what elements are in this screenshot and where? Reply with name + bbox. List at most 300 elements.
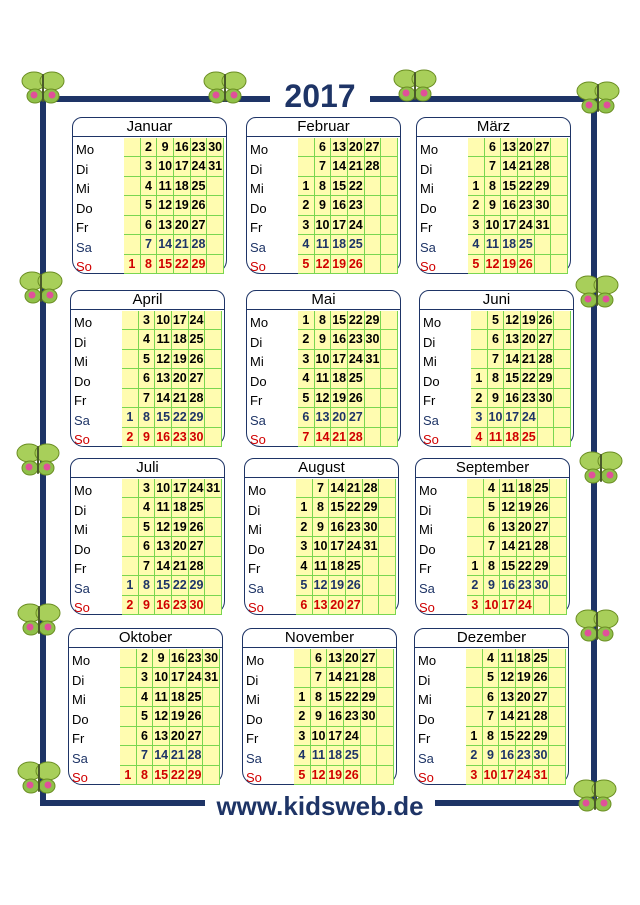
- date-cell: 4: [296, 557, 313, 576]
- date-cell: 9: [315, 330, 332, 349]
- date-cell: 17: [170, 668, 187, 687]
- date-cell: 5: [298, 255, 315, 274]
- date-cell: 10: [315, 216, 332, 235]
- date-cell: 2: [471, 389, 488, 408]
- date-cell: [467, 518, 484, 537]
- date-cell: 5: [139, 518, 156, 537]
- date-cell: [120, 746, 137, 765]
- date-cell: 12: [311, 766, 328, 785]
- date-cell: [203, 766, 220, 785]
- date-cell: 28: [534, 537, 551, 556]
- date-cell: 21: [518, 157, 535, 176]
- date-cell: 6: [139, 369, 156, 388]
- date-cell: 22: [348, 311, 365, 330]
- date-cell: [120, 707, 137, 726]
- date-cell: 22: [346, 498, 363, 517]
- date-cell: 15: [155, 576, 172, 595]
- month-name: Januar: [73, 118, 226, 137]
- date-cell: 24: [518, 216, 535, 235]
- date-cell: [550, 498, 567, 517]
- date-cell: [298, 157, 315, 176]
- date-cell: [535, 255, 552, 274]
- date-cell: [554, 408, 571, 427]
- date-cell: 6: [485, 138, 502, 157]
- date-cell: 15: [157, 255, 174, 274]
- date-cell: 25: [346, 557, 363, 576]
- date-cell: 24: [344, 727, 361, 746]
- weekday-label: Fr: [74, 393, 87, 408]
- date-cell: [365, 428, 382, 447]
- date-cell: [538, 428, 555, 447]
- date-cell: 5: [484, 498, 501, 517]
- butterfly-icon: [15, 440, 61, 480]
- date-cell: 25: [533, 649, 550, 668]
- date-cell: [122, 479, 139, 498]
- date-cell: 16: [155, 428, 172, 447]
- month-juli: [70, 458, 225, 615]
- date-cell: 2: [141, 138, 158, 157]
- date-cell: 8: [139, 576, 156, 595]
- date-cell: 27: [189, 369, 206, 388]
- date-cell: [549, 649, 566, 668]
- date-cell: 1: [466, 727, 483, 746]
- date-cell: 3: [468, 216, 485, 235]
- date-grid: [122, 479, 222, 615]
- weekday-labels: [250, 140, 298, 277]
- weekday-label: Mo: [420, 142, 439, 157]
- weekday-label: Do: [250, 200, 267, 216]
- date-cell: 22: [521, 369, 538, 388]
- date-cell: 31: [205, 479, 222, 498]
- weekday-labels: [423, 313, 471, 450]
- date-cell: [551, 235, 568, 254]
- weekday-label: Do: [76, 200, 93, 216]
- date-cell: 7: [139, 389, 156, 408]
- date-cell: 14: [153, 746, 170, 765]
- date-cell: 6: [488, 330, 505, 349]
- butterfly-icon: [574, 606, 620, 646]
- month-name: April: [71, 291, 224, 310]
- weekday-label: Di: [418, 672, 431, 688]
- date-cell: 1: [122, 576, 139, 595]
- date-cell: 16: [327, 707, 344, 726]
- date-cell: 1: [122, 408, 139, 427]
- date-cell: [120, 688, 137, 707]
- date-cell: 2: [296, 518, 313, 537]
- date-cell: 28: [533, 707, 550, 726]
- weekday-label: So: [248, 600, 264, 615]
- date-cell: 17: [172, 311, 189, 330]
- date-cell: [381, 216, 398, 235]
- date-cell: [205, 408, 222, 427]
- date-cell: 23: [517, 576, 534, 595]
- date-cell: 3: [294, 727, 311, 746]
- date-cell: 4: [298, 369, 315, 388]
- weekday-label: Mi: [76, 181, 90, 196]
- weekday-label: Di: [419, 502, 432, 518]
- date-cell: 17: [174, 157, 191, 176]
- date-cell: 16: [331, 196, 348, 215]
- date-cell: 2: [122, 428, 139, 447]
- date-cell: 3: [139, 479, 156, 498]
- date-cell: 29: [189, 576, 206, 595]
- date-cell: 6: [484, 518, 501, 537]
- date-grid: [468, 138, 568, 274]
- date-cell: 23: [187, 649, 204, 668]
- date-cell: 15: [331, 311, 348, 330]
- date-cell: 3: [466, 766, 483, 785]
- date-cell: 19: [174, 196, 191, 215]
- date-cell: 2: [137, 649, 154, 668]
- date-cell: 26: [534, 498, 551, 517]
- date-cell: 16: [504, 389, 521, 408]
- date-cell: 10: [484, 596, 501, 615]
- date-cell: 25: [189, 498, 206, 517]
- date-cell: [203, 707, 220, 726]
- date-cell: [551, 157, 568, 176]
- date-cell: 6: [311, 649, 328, 668]
- weekday-label: Sa: [250, 239, 266, 255]
- date-cell: [535, 235, 552, 254]
- weekday-label: So: [250, 432, 266, 447]
- date-cell: 19: [172, 518, 189, 537]
- weekday-label: Mi: [423, 354, 437, 369]
- date-cell: 26: [346, 576, 363, 595]
- date-cell: 9: [488, 389, 505, 408]
- date-cell: [554, 428, 571, 447]
- date-cell: [549, 707, 566, 726]
- date-grid: [296, 479, 396, 615]
- date-cell: 21: [348, 157, 365, 176]
- weekday-labels: [248, 481, 296, 618]
- butterfly-icon: [572, 776, 618, 816]
- date-cell: 20: [517, 518, 534, 537]
- date-cell: 24: [521, 408, 538, 427]
- month-märz: [416, 117, 571, 274]
- date-cell: 28: [361, 668, 378, 687]
- month-name: November: [243, 629, 396, 648]
- date-cell: [377, 668, 394, 687]
- date-cell: 1: [120, 766, 137, 785]
- date-cell: 21: [172, 389, 189, 408]
- date-cell: 14: [155, 389, 172, 408]
- date-cell: [550, 557, 567, 576]
- date-cell: 18: [501, 235, 518, 254]
- date-cell: 21: [521, 350, 538, 369]
- date-cell: 29: [187, 766, 204, 785]
- date-cell: [124, 177, 141, 196]
- weekday-label: Fr: [419, 561, 432, 576]
- weekday-label: Sa: [420, 239, 436, 255]
- date-cell: [467, 479, 484, 498]
- date-cell: 15: [501, 177, 518, 196]
- date-cell: 23: [172, 596, 189, 615]
- date-cell: [122, 518, 139, 537]
- weekday-label: Do: [418, 711, 435, 727]
- date-cell: [203, 727, 220, 746]
- date-cell: [381, 255, 398, 274]
- date-cell: 9: [139, 428, 156, 447]
- date-cell: 25: [521, 428, 538, 447]
- date-cell: 16: [329, 518, 346, 537]
- date-cell: [538, 408, 555, 427]
- weekday-labels: [419, 481, 467, 618]
- date-cell: [124, 157, 141, 176]
- date-cell: 13: [155, 369, 172, 388]
- date-cell: 21: [517, 537, 534, 556]
- date-cell: 12: [315, 255, 332, 274]
- date-cell: 11: [500, 479, 517, 498]
- date-cell: 6: [296, 596, 313, 615]
- weekday-label: Do: [250, 373, 267, 389]
- date-cell: [551, 255, 568, 274]
- date-cell: 14: [157, 235, 174, 254]
- date-cell: 22: [172, 408, 189, 427]
- date-cell: [551, 216, 568, 235]
- date-cell: [294, 649, 311, 668]
- date-cell: 29: [538, 369, 555, 388]
- date-cell: 16: [170, 649, 187, 668]
- date-cell: 19: [516, 668, 533, 687]
- date-cell: 9: [157, 138, 174, 157]
- date-cell: 5: [294, 766, 311, 785]
- month-name: September: [416, 459, 569, 478]
- weekday-label: So: [420, 259, 436, 274]
- weekday-label: Mi: [250, 354, 264, 369]
- date-cell: [122, 389, 139, 408]
- date-cell: [550, 479, 567, 498]
- date-cell: 29: [533, 727, 550, 746]
- date-cell: 24: [189, 479, 206, 498]
- date-cell: [122, 498, 139, 517]
- date-cell: [298, 138, 315, 157]
- date-cell: 22: [172, 576, 189, 595]
- month-name: März: [417, 118, 570, 137]
- date-cell: [549, 727, 566, 746]
- date-cell: 17: [500, 596, 517, 615]
- date-cell: [207, 235, 224, 254]
- website-footer[interactable]: www.kidsweb.de: [205, 788, 435, 824]
- date-cell: 5: [296, 576, 313, 595]
- date-cell: [377, 727, 394, 746]
- date-cell: 10: [153, 668, 170, 687]
- weekday-label: So: [76, 259, 92, 274]
- date-cell: 13: [500, 518, 517, 537]
- date-cell: 5: [298, 389, 315, 408]
- date-cell: 17: [329, 537, 346, 556]
- date-cell: 30: [365, 330, 382, 349]
- date-cell: 14: [329, 479, 346, 498]
- date-cell: 19: [331, 389, 348, 408]
- date-cell: 27: [538, 330, 555, 349]
- date-cell: [549, 688, 566, 707]
- weekday-label: Mo: [423, 315, 442, 330]
- date-cell: 20: [344, 649, 361, 668]
- date-cell: 23: [518, 196, 535, 215]
- weekday-label: Mo: [74, 483, 93, 498]
- date-cell: 8: [315, 311, 332, 330]
- weekday-label: Do: [74, 541, 91, 557]
- weekday-label: Fr: [248, 561, 261, 576]
- date-cell: 27: [346, 596, 363, 615]
- date-cell: 28: [189, 557, 206, 576]
- date-cell: 26: [538, 311, 555, 330]
- date-cell: 19: [170, 707, 187, 726]
- date-cell: 21: [331, 428, 348, 447]
- date-cell: [381, 138, 398, 157]
- date-cell: 3: [471, 408, 488, 427]
- date-cell: 24: [191, 157, 208, 176]
- date-cell: 11: [153, 688, 170, 707]
- date-cell: [365, 196, 382, 215]
- date-cell: 14: [155, 557, 172, 576]
- date-cell: 11: [155, 498, 172, 517]
- date-grid: [120, 649, 220, 785]
- date-cell: 26: [187, 707, 204, 726]
- date-cell: [124, 138, 141, 157]
- date-cell: 30: [535, 196, 552, 215]
- date-cell: [471, 311, 488, 330]
- date-cell: [365, 369, 382, 388]
- date-cell: 9: [484, 576, 501, 595]
- date-cell: [205, 369, 222, 388]
- date-cell: 31: [365, 350, 382, 369]
- month-september: [415, 458, 570, 615]
- date-cell: 7: [485, 157, 502, 176]
- weekday-label: Mo: [248, 483, 267, 498]
- weekday-label: Sa: [76, 239, 92, 255]
- date-cell: [365, 235, 382, 254]
- date-grid: [124, 138, 224, 274]
- weekday-label: Fr: [72, 731, 85, 746]
- butterfly-icon: [20, 68, 66, 108]
- date-cell: 22: [344, 688, 361, 707]
- weekday-label: Fr: [250, 220, 263, 235]
- date-cell: 12: [155, 350, 172, 369]
- date-cell: 18: [331, 235, 348, 254]
- date-cell: [549, 766, 566, 785]
- date-cell: 24: [348, 216, 365, 235]
- date-cell: 18: [172, 330, 189, 349]
- date-cell: [122, 537, 139, 556]
- weekday-label: Sa: [248, 580, 264, 596]
- date-cell: [365, 216, 382, 235]
- date-cell: 7: [139, 557, 156, 576]
- weekday-label: Sa: [74, 412, 90, 428]
- date-cell: 14: [499, 707, 516, 726]
- date-cell: [381, 369, 398, 388]
- date-cell: [205, 498, 222, 517]
- date-cell: 10: [155, 479, 172, 498]
- date-cell: 26: [348, 255, 365, 274]
- month-august: [244, 458, 399, 615]
- date-cell: 18: [174, 177, 191, 196]
- date-cell: 23: [516, 746, 533, 765]
- date-cell: [377, 688, 394, 707]
- date-cell: 4: [139, 330, 156, 349]
- date-cell: [466, 668, 483, 687]
- date-cell: 3: [298, 350, 315, 369]
- date-cell: 7: [483, 707, 500, 726]
- date-cell: 18: [331, 369, 348, 388]
- date-cell: 23: [191, 138, 208, 157]
- date-cell: 1: [471, 369, 488, 388]
- date-cell: 30: [538, 389, 555, 408]
- weekday-label: So: [74, 432, 90, 447]
- date-cell: [551, 177, 568, 196]
- month-name: Februar: [247, 118, 400, 137]
- date-cell: 25: [189, 330, 206, 349]
- weekday-label: Sa: [418, 750, 434, 766]
- date-cell: 12: [313, 576, 330, 595]
- date-cell: [124, 235, 141, 254]
- weekday-label: Mi: [72, 692, 86, 707]
- date-cell: 4: [298, 235, 315, 254]
- weekday-label: So: [74, 600, 90, 615]
- date-cell: [381, 235, 398, 254]
- date-cell: 1: [294, 688, 311, 707]
- date-cell: 18: [517, 479, 534, 498]
- year-title: 2017: [270, 76, 370, 116]
- date-cell: 26: [189, 518, 206, 537]
- date-cell: 23: [521, 389, 538, 408]
- date-cell: 19: [517, 498, 534, 517]
- date-cell: [207, 177, 224, 196]
- date-cell: 22: [517, 557, 534, 576]
- date-cell: [205, 311, 222, 330]
- date-cell: [381, 157, 398, 176]
- date-cell: 5: [483, 668, 500, 687]
- date-cell: 10: [155, 311, 172, 330]
- date-cell: 20: [518, 138, 535, 157]
- date-cell: 28: [189, 389, 206, 408]
- date-cell: 15: [155, 408, 172, 427]
- date-cell: 25: [348, 235, 365, 254]
- date-cell: 30: [361, 707, 378, 726]
- weekday-label: Mo: [250, 315, 269, 330]
- date-cell: 14: [500, 537, 517, 556]
- date-cell: [205, 596, 222, 615]
- date-cell: 24: [517, 596, 534, 615]
- date-cell: 18: [329, 557, 346, 576]
- weekday-label: Di: [420, 161, 433, 177]
- weekday-labels: [72, 651, 120, 788]
- date-cell: [381, 196, 398, 215]
- date-cell: 5: [137, 707, 154, 726]
- weekday-label: So: [72, 770, 88, 785]
- weekday-label: Mi: [420, 181, 434, 196]
- date-cell: 13: [499, 688, 516, 707]
- weekday-label: Di: [76, 161, 89, 177]
- date-cell: [468, 157, 485, 176]
- date-cell: 13: [331, 138, 348, 157]
- date-cell: 1: [298, 177, 315, 196]
- date-cell: 29: [189, 408, 206, 427]
- date-grid: [298, 138, 398, 274]
- date-cell: 13: [153, 727, 170, 746]
- date-cell: [379, 479, 396, 498]
- date-cell: 30: [363, 518, 380, 537]
- date-cell: 8: [488, 369, 505, 388]
- date-cell: 8: [315, 177, 332, 196]
- date-grid: [122, 311, 222, 447]
- date-cell: 21: [346, 479, 363, 498]
- weekday-label: Di: [423, 334, 436, 350]
- date-cell: 13: [315, 408, 332, 427]
- date-cell: 30: [189, 428, 206, 447]
- weekday-label: Sa: [246, 750, 262, 766]
- date-cell: 20: [174, 216, 191, 235]
